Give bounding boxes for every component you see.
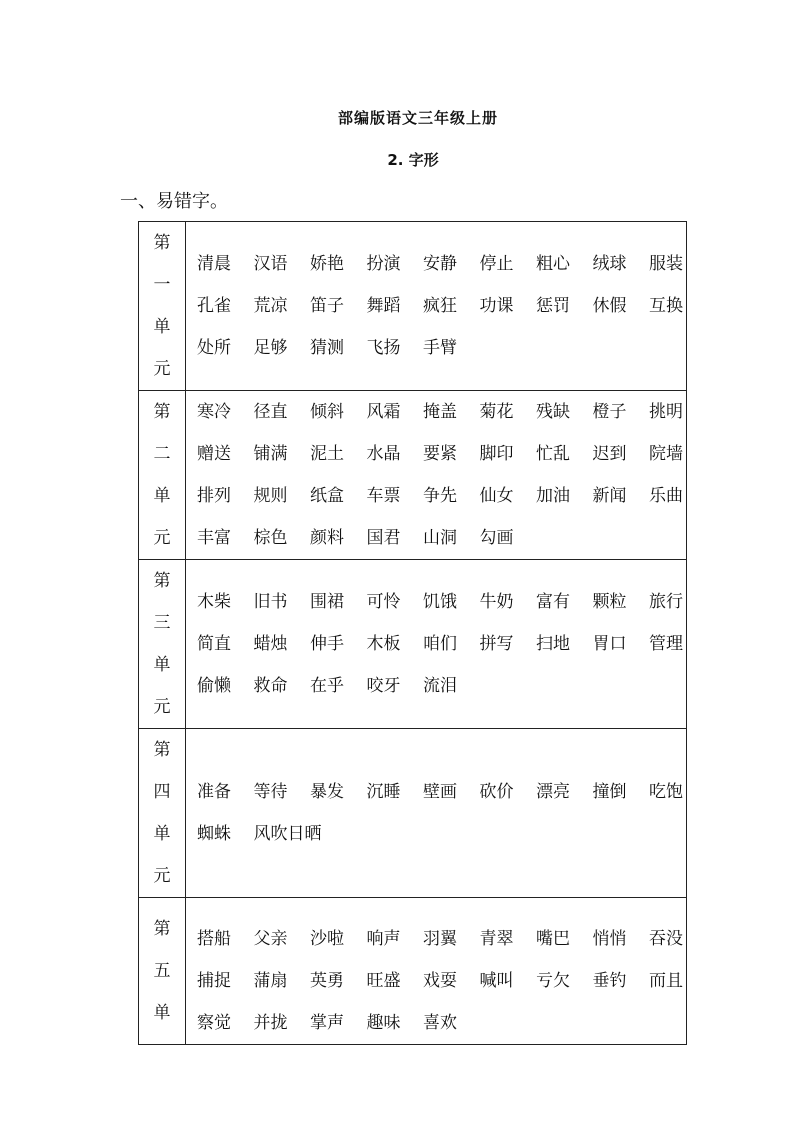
word: 安静	[423, 254, 457, 274]
word: 管理	[649, 634, 683, 654]
word: 壁画	[423, 782, 457, 802]
word: 扫地	[536, 634, 570, 654]
unit-label-char: 第	[153, 919, 171, 939]
unit-label-char: 单	[153, 655, 171, 675]
word: 颜料	[310, 528, 344, 548]
unit-words	[186, 222, 687, 391]
section-heading: 一、易错字。	[120, 191, 228, 212]
unit-label-char: 元	[153, 528, 171, 548]
unit-row	[139, 222, 687, 391]
word: 功课	[479, 296, 514, 316]
word: 要紧	[423, 444, 457, 464]
word: 而且	[649, 971, 683, 991]
word: 伸手	[310, 634, 344, 654]
word: 停止	[479, 254, 514, 274]
word-line	[197, 665, 686, 707]
word: 咱们	[423, 634, 457, 654]
unit-words	[186, 560, 687, 729]
word: 羽翼	[423, 929, 457, 949]
word-line	[197, 581, 686, 623]
word: 喊叫	[479, 971, 514, 991]
word-line	[197, 285, 686, 327]
unit-label	[139, 560, 186, 729]
unit-label-char: 第	[153, 740, 171, 760]
word: 亏欠	[536, 971, 570, 991]
unit-label-char: 四	[153, 782, 171, 802]
unit-words	[186, 391, 687, 560]
word: 飞扬	[366, 338, 401, 358]
word: 英勇	[310, 971, 344, 991]
word: 猜测	[310, 338, 344, 358]
unit-label-char: 元	[153, 697, 171, 717]
word: 颗粒	[592, 592, 627, 612]
word: 清晨	[197, 254, 231, 274]
unit-row	[139, 898, 687, 1045]
word: 汉语	[253, 254, 288, 274]
word: 手臂	[423, 338, 457, 358]
word: 笛子	[310, 296, 344, 316]
word: 围裙	[310, 592, 344, 612]
word: 休假	[592, 296, 627, 316]
word: 砍价	[479, 782, 514, 802]
word: 棕色	[253, 528, 288, 548]
word: 旅行	[649, 592, 683, 612]
word-line	[197, 433, 686, 475]
word: 救命	[253, 676, 288, 696]
word: 排列	[197, 486, 231, 506]
word: 径直	[253, 402, 288, 422]
word: 纸盒	[310, 486, 344, 506]
word: 舞蹈	[366, 296, 401, 316]
word: 乐曲	[649, 486, 683, 506]
word: 赠送	[197, 444, 231, 464]
unit-label-char: 单	[153, 317, 171, 337]
word-line	[197, 813, 686, 855]
word: 扮演	[366, 254, 401, 274]
word: 残缺	[536, 402, 570, 422]
word: 规则	[253, 486, 288, 506]
word: 察觉	[197, 1013, 231, 1033]
unit-row	[139, 729, 687, 898]
unit-words	[186, 729, 687, 898]
word: 戏耍	[423, 971, 457, 991]
word: 木板	[366, 634, 401, 654]
unit-label-char: 第	[153, 402, 171, 422]
word-line	[197, 243, 686, 285]
word-line	[197, 517, 686, 559]
word: 铺满	[253, 444, 288, 464]
document-title: 部编版语文三年级上册	[337, 109, 498, 127]
word-line	[197, 391, 686, 433]
unit-label-char: 单	[153, 486, 171, 506]
word: 加油	[536, 486, 570, 506]
unit-label	[139, 898, 186, 1045]
unit-row	[139, 560, 687, 729]
word: 寒冷	[197, 402, 231, 422]
word: 可怜	[366, 592, 401, 612]
word: 掌声	[310, 1013, 344, 1033]
unit-label-char: 二	[153, 444, 171, 464]
word: 垂钓	[592, 971, 627, 991]
word-line	[197, 771, 686, 813]
word: 拼写	[479, 634, 514, 654]
word: 沙啦	[310, 929, 344, 949]
word: 并拢	[253, 1013, 288, 1033]
word: 富有	[536, 592, 570, 612]
word: 疯狂	[423, 296, 457, 316]
word: 准备	[197, 782, 231, 802]
word: 水晶	[366, 444, 401, 464]
unit-label-char: 三	[153, 613, 171, 633]
words-table	[138, 221, 687, 1045]
word: 新闻	[592, 486, 627, 506]
word: 绒球	[592, 254, 627, 274]
unit-label-char: 五	[153, 961, 171, 981]
word: 车票	[366, 486, 401, 506]
word: 惩罚	[536, 296, 570, 316]
unit-label-char: 单	[153, 1003, 171, 1023]
word: 吞没	[649, 929, 683, 949]
word: 偷懒	[197, 676, 231, 696]
word: 山洞	[423, 528, 457, 548]
unit-label	[139, 222, 186, 391]
unit-label-char: 第	[153, 571, 171, 591]
word: 捕捉	[197, 971, 231, 991]
word: 服装	[649, 254, 683, 274]
word-line	[197, 1002, 686, 1044]
word: 撞倒	[592, 782, 627, 802]
unit-label	[139, 391, 186, 560]
word: 流泪	[423, 676, 457, 696]
word: 孔雀	[197, 296, 231, 316]
word: 吃饱	[649, 782, 683, 802]
word: 趣味	[366, 1013, 401, 1033]
word: 沉睡	[366, 782, 401, 802]
word: 响声	[366, 929, 401, 949]
word: 丰富	[197, 528, 231, 548]
word: 旺盛	[366, 971, 401, 991]
word: 喜欢	[423, 1013, 457, 1033]
word: 风吹日晒	[253, 824, 322, 844]
word: 掩盖	[423, 402, 457, 422]
word: 挑明	[649, 402, 683, 422]
word: 粗心	[536, 254, 570, 274]
word-line	[197, 623, 686, 665]
word: 饥饿	[423, 592, 457, 612]
word: 争先	[423, 486, 457, 506]
unit-words	[186, 898, 687, 1045]
word: 仙女	[479, 486, 514, 506]
word: 牛奶	[479, 592, 514, 612]
unit-label	[139, 729, 186, 898]
word: 蜘蛛	[197, 824, 231, 844]
word: 荒凉	[253, 296, 288, 316]
word: 悄悄	[592, 929, 627, 949]
word: 旧书	[253, 592, 288, 612]
word: 搭船	[197, 929, 231, 949]
word: 互换	[649, 296, 683, 316]
word: 嘴巴	[536, 929, 570, 949]
word-line	[197, 475, 686, 517]
word: 胃口	[592, 634, 627, 654]
document-subtitle: 2. 字形	[387, 151, 439, 169]
word-line	[197, 918, 686, 960]
word: 漂亮	[536, 782, 570, 802]
word: 脚印	[479, 444, 514, 464]
word: 足够	[253, 338, 288, 358]
word: 院墙	[649, 444, 683, 464]
word: 处所	[197, 338, 231, 358]
word: 等待	[253, 782, 288, 802]
word: 迟到	[592, 444, 627, 464]
unit-label-char: 一	[153, 275, 171, 295]
unit-label-char: 元	[153, 866, 171, 886]
word: 木柴	[197, 592, 231, 612]
word: 橙子	[592, 402, 627, 422]
word-line	[197, 327, 686, 369]
unit-row	[139, 391, 687, 560]
word: 忙乱	[536, 444, 570, 464]
word: 父亲	[253, 929, 288, 949]
word-line	[197, 960, 686, 1002]
word: 国君	[366, 528, 401, 548]
word: 蜡烛	[253, 634, 288, 654]
word: 咬牙	[366, 676, 401, 696]
word: 蒲扇	[253, 971, 288, 991]
word: 风霜	[366, 402, 401, 422]
word: 青翠	[479, 929, 514, 949]
word: 泥土	[310, 444, 344, 464]
word: 娇艳	[310, 254, 344, 274]
unit-label-char: 元	[153, 359, 171, 379]
word: 暴发	[310, 782, 344, 802]
unit-label-char: 单	[153, 824, 171, 844]
word: 菊花	[479, 402, 514, 422]
word: 简直	[197, 634, 231, 654]
word: 倾斜	[310, 402, 344, 422]
word: 在乎	[310, 676, 344, 696]
word: 勾画	[479, 528, 514, 548]
unit-label-char: 第	[153, 233, 171, 253]
